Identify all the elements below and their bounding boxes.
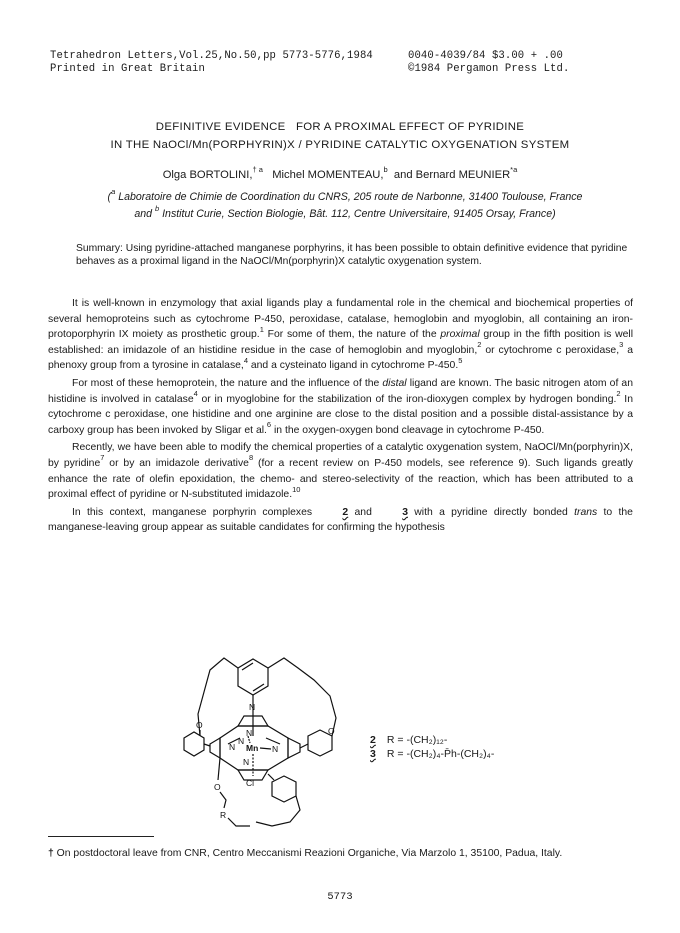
- author-meunier: and Bernard MEUNIER: [393, 169, 511, 181]
- manganese-label: Mn: [246, 743, 259, 753]
- ref-mark: 4: [193, 389, 198, 399]
- footnote-mark: †: [48, 848, 54, 859]
- footnote-rule: [48, 836, 154, 837]
- phenyl-left: [184, 732, 204, 756]
- issn-price: 0040-4039/84 $3.00 + .00: [408, 50, 563, 62]
- chloride-label: Cl: [246, 778, 255, 788]
- paper-title: [40, 118, 640, 154]
- compound-3-number: 3: [370, 748, 376, 760]
- author-3-mark: *a: [510, 165, 518, 175]
- page-number: 5773: [327, 891, 353, 903]
- p4-italic: trans: [574, 506, 598, 518]
- affil-a-text: Laboratoire de Chimie de Coordination du CNRS, 205 route de Narbonne, 31400 Toulouse, France: [118, 191, 583, 203]
- journal-header: [50, 50, 373, 76]
- affiliation-a: [45, 189, 645, 206]
- author-2-mark: b: [383, 165, 388, 175]
- oxygen-bottom: O: [214, 782, 221, 792]
- author-1-mark: † a: [252, 165, 263, 175]
- strap-right: [268, 658, 336, 736]
- phenyl-bottom: [272, 776, 296, 802]
- pyridine-ring: [238, 659, 268, 695]
- compound-3-legend: [370, 747, 494, 761]
- oxygen-right: O: [328, 726, 335, 736]
- p1-italic: proximal: [440, 329, 480, 341]
- printed-in: Printed in Great Britain: [50, 63, 205, 75]
- ref-mark: 6: [266, 420, 272, 430]
- pyridine-n-label: N: [249, 702, 256, 712]
- ref-mark: 1: [259, 324, 264, 334]
- body-text: [48, 296, 633, 536]
- p3-text: Recently, we have been able to modify the chemical properties of a catalytic oxygenation system, NaOCl/Mn(porphyrin)X, by pyridine: [48, 442, 633, 469]
- p2-text: ligand are known. The basic nitrogen atom of an histidine is involved in catalase: [48, 377, 633, 405]
- compound-2-ref: 2: [342, 506, 349, 518]
- journal-citation: Tetrahedron Letters,Vol.25,No.50,pp 5773-5776,1984: [50, 50, 373, 62]
- core-n-bottom: N: [243, 757, 250, 767]
- author-momenteau: Michel MOMENTEAU,: [272, 169, 384, 181]
- affil-a-mark: a: [111, 187, 116, 197]
- affil-b-mark: b: [154, 203, 160, 213]
- footnote: [48, 846, 633, 862]
- oxygen-left: O: [196, 720, 203, 730]
- paragraph-2: [48, 376, 633, 438]
- price-header: [408, 50, 569, 76]
- author-bortolini: Olga BORTOLINI,: [162, 169, 253, 181]
- compound-legend: [370, 733, 494, 761]
- p4-text: to the manganese-leaving group appear as suitable candidates for confirming the hypothesis: [48, 506, 633, 534]
- p3-text: (for a recent review on P-450 models, see reference 9). Such ligands greatly enhance the rate of olefin epoxidation, the chemo- and stereo-selectivity of the reaction, which has been attributed to a proximal effect of pyridine or N-substituted imidazole.: [48, 457, 633, 501]
- p2-text: For most of these hemoprotein, the nature and the influence of the: [72, 377, 383, 389]
- ref-mark: 8: [248, 453, 254, 463]
- ref-mark: 4: [243, 355, 248, 365]
- core-n-center: N: [238, 736, 245, 746]
- summary: Summary: Using pyridine-attached manganese porphyrins, it has been possible to obtain definitive evidence that pyridine behaves as a proximal ligand in the NaOCl/Mn(porphyrin)X catalytic oxygenation system.: [76, 243, 628, 267]
- title-line-1: DEFINITIVE EVIDENCE FOR A PROXIMAL EFFECT OF PYRIDINE: [155, 121, 525, 133]
- title-line-2: IN THE NaOCl/Mn(PORPHYRIN)X / PYRIDINE CATALYTIC OXYGENATION SYSTEM: [110, 139, 570, 151]
- affiliation-b: [45, 203, 645, 223]
- p1-text: It is well-known in enzymology that axial ligands play a fundamental role in the chemical and biochemical properties of several hemoproteins such as cytochrome P-450, peroxidase, catalase, hemoglobin and myoglobin, all containing an iron-protoporphyrin IX moiety as prosthetic group.: [48, 298, 633, 341]
- ref-mark: 10: [292, 484, 301, 494]
- compound-3-formula: R = -(CH₂)₄-P̄h-(CH₂)₄-: [386, 748, 495, 760]
- ref-mark: 3: [619, 340, 624, 350]
- p2-text: In cytochrome c peroxidase, one histidine and one arginine are close to the distal position and a possible distal-assistance by a carboxy group has been invoked by Sligar et al.: [48, 393, 633, 436]
- core-n-top: N: [246, 728, 253, 738]
- core-n-left: N: [229, 742, 236, 752]
- affiliations: [45, 189, 645, 222]
- p2-text: or in myoglobine for the stabilization of the iron-dioxygen complex by hydrogen bonding.: [197, 393, 617, 405]
- r-group-label: R: [220, 810, 227, 820]
- author-list: [40, 165, 640, 181]
- p1-text: For some of them, the nature of the: [263, 329, 441, 341]
- p1-text: group in the fifth position is well established: an imidazole of an histidine residue in the case of hemoglobin and myoglobin,: [48, 329, 633, 356]
- paragraph-4: [48, 505, 633, 536]
- p1-text: a phenoxy group from a tyrosine in catalase,: [48, 344, 634, 372]
- affil-paren: (: [107, 191, 112, 203]
- footnote-text: On postdoctoral leave from CNR, Centro Meccanismi Reazioni Organiche, Via Marzolo 1, 35100, Padua, Italy.: [53, 848, 563, 859]
- p3-text: or by an imidazole derivative: [104, 457, 249, 469]
- p2-italic: distal: [382, 377, 407, 389]
- compound-3-ref: 3: [402, 506, 408, 518]
- core-n-right: N: [272, 744, 279, 754]
- p1-text: or cytochrome c peroxidase,: [481, 344, 620, 356]
- p4-text: and: [348, 506, 379, 518]
- p4-text: In this context, manganese porphyrin complexes: [72, 506, 319, 518]
- p4-text: with a pyridine directly bonded: [407, 506, 575, 518]
- ref-mark: 2: [616, 389, 621, 399]
- strap-left: [198, 658, 238, 736]
- p1-text: and a cysteinato ligand in cytochrome P-450.: [247, 360, 459, 372]
- paragraph-1: [48, 296, 633, 374]
- copyright: ©1984 Pergamon Press Ltd.: [408, 63, 570, 75]
- paragraph-3: [48, 440, 633, 502]
- p2-text: in the oxygen-oxygen bond cleavage in cytochrome P-450.: [271, 424, 545, 436]
- compound-2-legend: [370, 733, 494, 747]
- strap-bottom: [218, 758, 220, 780]
- ref-mark: 7: [100, 453, 105, 463]
- compound-2-formula: R = -(CH₂)₁₂-: [386, 734, 448, 746]
- ref-mark: 2: [477, 340, 482, 350]
- compound-2-number: 2: [370, 734, 376, 746]
- affil-and: and: [134, 207, 153, 220]
- affil-b-text: Institut Curie, Section Biologie, Bât. 112, Centre Universitaire, 91405 Orsay, France): [162, 207, 556, 220]
- ref-mark: 5: [458, 355, 463, 365]
